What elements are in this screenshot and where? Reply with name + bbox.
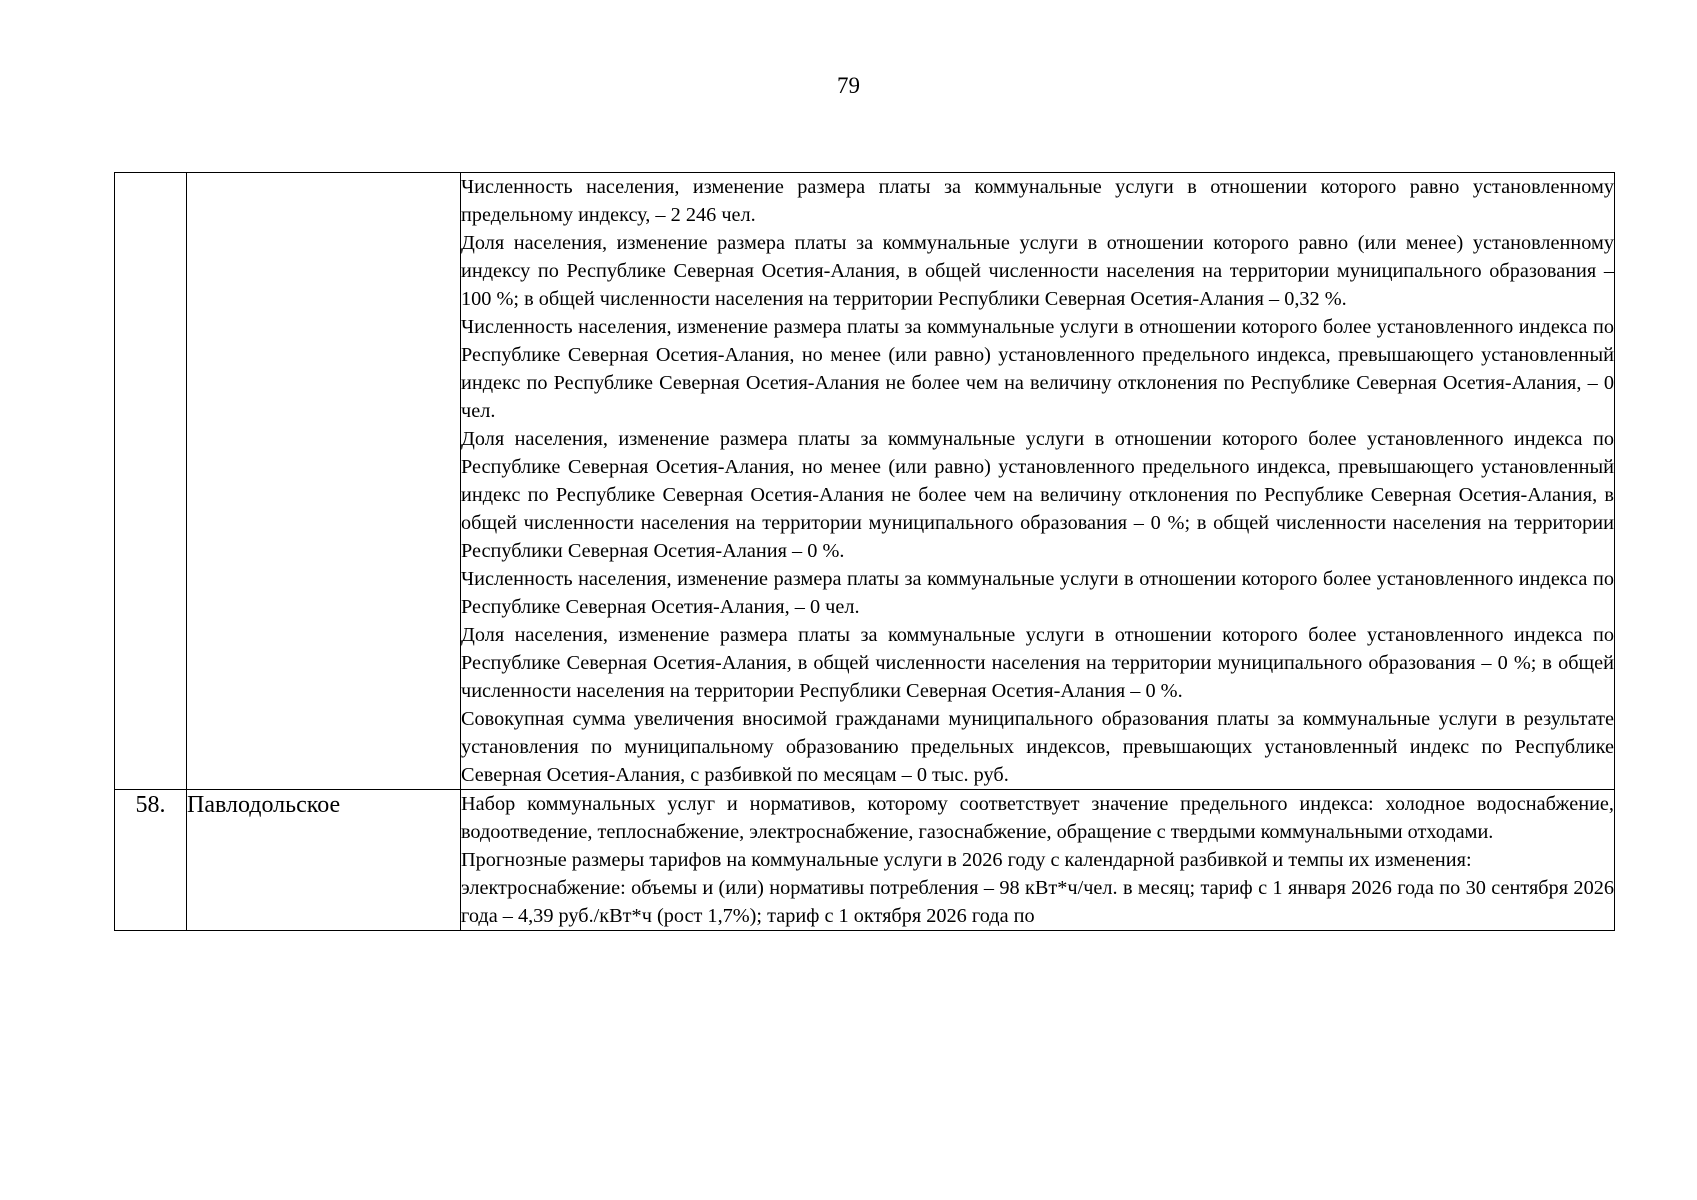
paragraph: Численность населения, изменение размера платы за коммунальные услуги в отношении которого равно установленному предельному индексу, – 2 246 чел. [461,176,1614,226]
municipality-name-cell: Павлодольское [187,790,461,931]
paragraph: Совокупная сумма увеличения вносимой гражданами муниципального образования платы за коммунальные услуги в результате установления по муниципальному образованию предельных индексов, превышающих установленный индекс по Республике Северная Осетия-Алания, с разбивкой по месяцам – 0 тыс. руб. [461,708,1614,786]
row-number-cell [115,173,187,790]
paragraph: Прогнозные размеры тарифов на коммунальные услуги в 2026 году с календарной разбивкой и темпы их изменения: [461,849,1472,871]
municipality-name-cell [187,173,461,790]
page-number: 79 [837,73,860,98]
table-row [115,790,1615,931]
table-row [115,173,1615,790]
paragraph: Доля населения, изменение размера платы за коммунальные услуги в отношении которого более установленного индекса по Республике Северная Осетия-Алания, но менее (или равно) установленного предельного индекса, превышающего установленный индекс по Республике Северная Осетия-Алания не более чем на величину отклонения по Республике Северная Осетия-Алания, в общей численности населения на территории муниципального образования – 0 %; в общей численности населения на территории Республики Северная Осетия-Алания – 0 %. [461,428,1614,562]
paragraph: Численность населения, изменение размера платы за коммунальные услуги в отношении которого более установленного индекса по Республике Северная Осетия-Алания, но менее (или равно) установленного предельного индекса, превышающего установленный индекс по Республике Северная Осетия-Алания не более чем на величину отклонения по Республике Северная Осетия-Алания, – 0 чел. [461,316,1614,422]
paragraph: электроснабжение: объемы и (или) нормативы потребления – 98 кВт*ч/чел. в месяц; тариф с 1 января 2026 года по 30 сентября 2026 года – 4,39 руб./кВт*ч (рост 1,7%); тариф с 1 октября 2026 года по [461,877,1614,927]
paragraph: Набор коммунальных услуг и нормативов, которому соответствует значение предельного индекса: холодное водоснабжение, водоотведение, теплоснабжение, электроснабжение, газоснабжение, обращение с твердыми коммунальными отходами. [461,793,1614,843]
paragraph: Доля населения, изменение размера платы за коммунальные услуги в отношении которого равно (или менее) установленному индексу по Республике Северная Осетия-Алания, в общей численности населения на территории муниципального образования – 100 %; в общей численности населения на территории Республики Северная Осетия-Алания – 0,32 %. [461,232,1614,310]
paragraph: Доля населения, изменение размера платы за коммунальные услуги в отношении которого более установленного индекса по Республике Северная Осетия-Алания, в общей численности населения на территории муниципального образования – 0 %; в общей численности населения на территории Республики Северная Осетия-Алания – 0 %. [461,624,1614,702]
paragraph: Численность населения, изменение размера платы за коммунальные услуги в отношении которого более установленного индекса по Республике Северная Осетия-Алания, – 0 чел. [461,568,1614,618]
municipalities-table [114,172,1615,931]
indicators-cell [461,790,1615,931]
indicators-cell [461,173,1615,790]
row-number-cell: 58. [115,790,187,931]
